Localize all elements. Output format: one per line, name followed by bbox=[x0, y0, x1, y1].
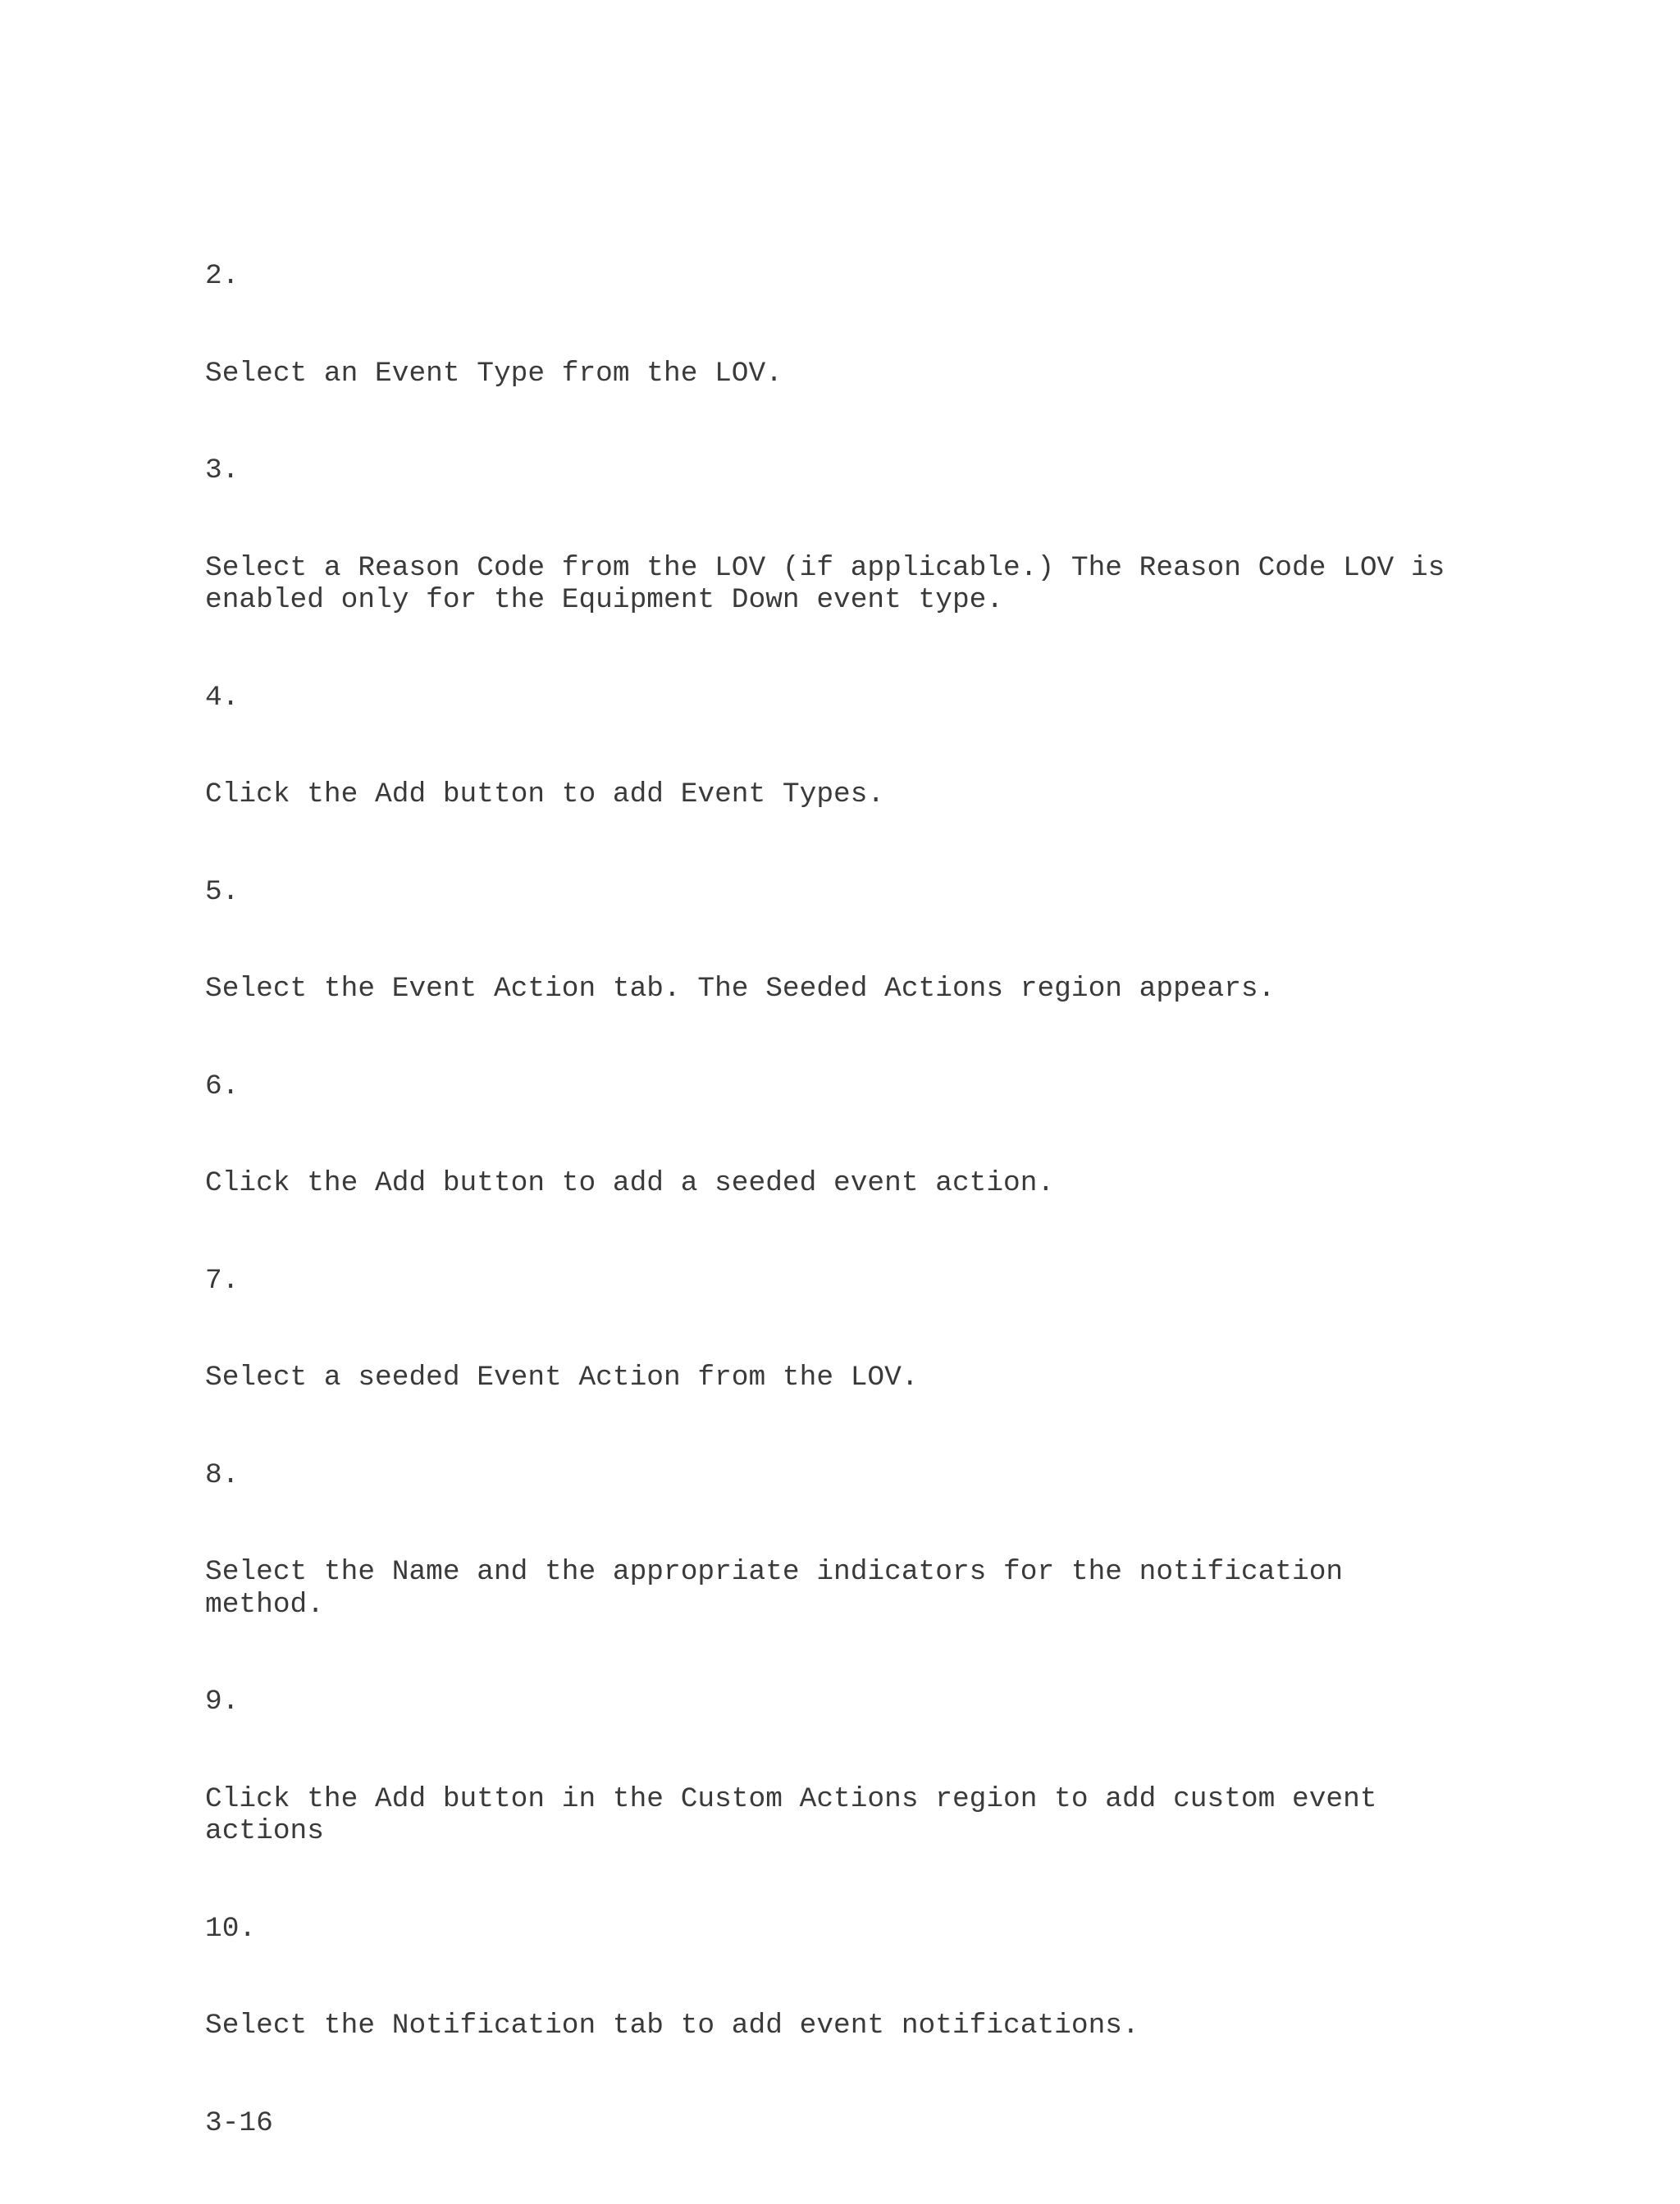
page-number: 3-16 bbox=[205, 2106, 273, 2139]
procedure-steps bbox=[205, 195, 1518, 2204]
step-text-2: Select an Event Type from the LOV. bbox=[205, 357, 783, 390]
step-number-10: 10. bbox=[205, 1912, 257, 1945]
step-number-9: 9. bbox=[205, 1686, 240, 1718]
step-text-9: Click the Add button in the Custom Actions region to add custom event actions bbox=[205, 1782, 1377, 1847]
step-number-4: 4. bbox=[205, 681, 240, 714]
step-number-2: 2. bbox=[205, 260, 240, 292]
step-number-8: 8. bbox=[205, 1458, 240, 1491]
step-text-10: Select the Notification tab to add event notifications. bbox=[205, 2010, 1139, 2042]
step-number-6: 6. bbox=[205, 1070, 240, 1102]
step-text-5: Select the Event Action tab. The Seeded Actions region appears. bbox=[205, 973, 1276, 1005]
step-number-5: 5. bbox=[205, 875, 240, 908]
step-text-4: Click the Add button to add Event Types. bbox=[205, 778, 885, 810]
step-number-7: 7. bbox=[205, 1264, 240, 1297]
step-number-3: 3. bbox=[205, 454, 240, 486]
step-text-8: Select the Name and the appropriate indicators for the notification method. bbox=[205, 1556, 1344, 1621]
step-text-3: Select a Reason Code from the LOV (if applicable.) The Reason Code LOV is enabled only for the Equipment Down event type. bbox=[205, 551, 1445, 616]
step-text-6: Click the Add button to add a seeded event action. bbox=[205, 1167, 1055, 1199]
step-text-7: Select a seeded Event Action from the LOV. bbox=[205, 1362, 919, 1394]
